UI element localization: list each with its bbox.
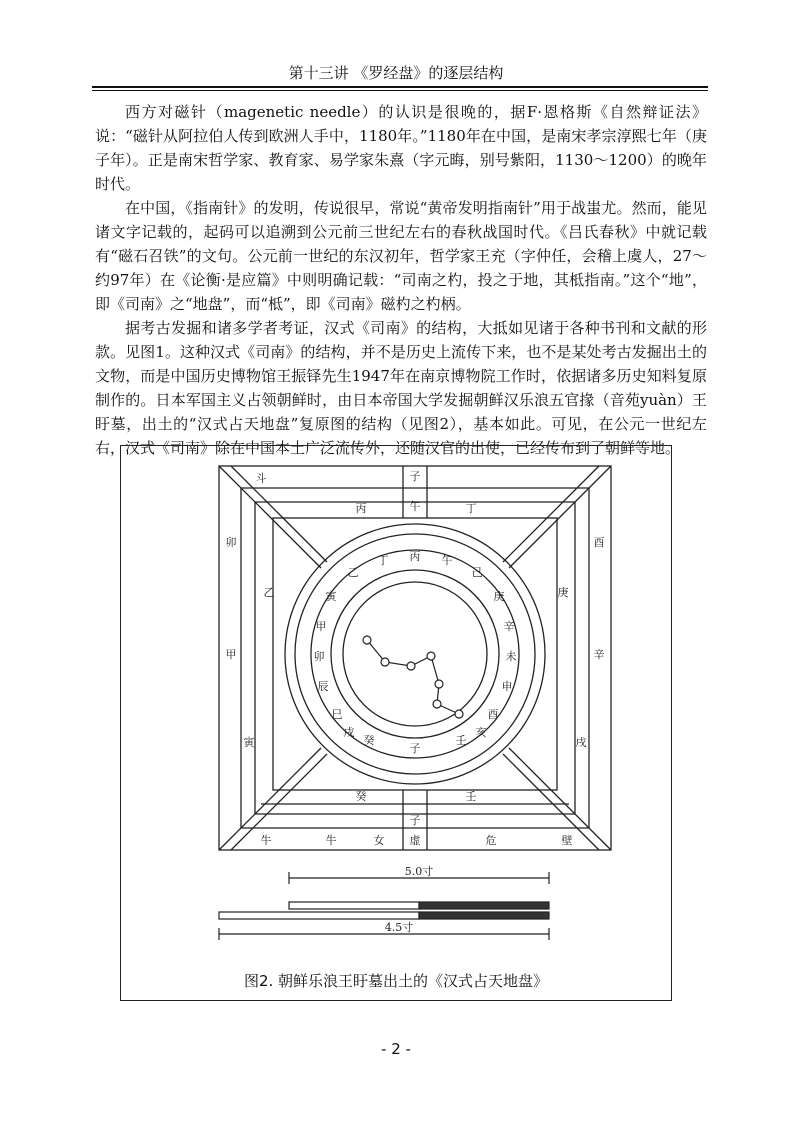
dial-label: 辛 bbox=[503, 620, 515, 633]
dial-label: 癸 bbox=[363, 734, 375, 747]
dial-label: 戌 bbox=[343, 726, 355, 739]
header-rule-thin bbox=[92, 90, 708, 91]
board-label: 子 bbox=[409, 814, 421, 827]
dial-label: 亥 bbox=[475, 726, 487, 739]
dial-label: 丙 bbox=[409, 550, 421, 563]
board-label: 庚 bbox=[557, 586, 569, 599]
board-diagram bbox=[121, 446, 673, 966]
dial-label: 巳 bbox=[331, 708, 343, 721]
figure bbox=[120, 445, 672, 1001]
board-label: 午 bbox=[409, 500, 421, 513]
dial-label: 丁 bbox=[377, 554, 389, 567]
board-label: 丙 bbox=[355, 502, 367, 515]
paragraph-2: 在中国，《指南针》的发明，传说很早，常说“黄帝发明指南针”用于战蚩尤。然而，能见诸文字记载的，起码可以追溯到公元前三世纪左右的春秋战国时代。《吕氏春秋》中就记载有“磁石召铁”的文句。公元前一世纪的东汉初年，哲学家王充（字仲任，会稽上虞人，27～约97年）在《论衡·是应篇》中则明确记载：“司南之杓，投之于地，其柢指南。”这个“地”，即《司南》之“地盘”，而“柢”，即《司南》磁杓之杓柄。 bbox=[95, 199, 707, 313]
board-label: 牛 bbox=[260, 834, 272, 847]
board-label: 斗 bbox=[255, 472, 267, 485]
dial-label: 庚 bbox=[493, 590, 505, 603]
board-label: 子 bbox=[409, 470, 421, 483]
board-label: 女 bbox=[373, 834, 385, 847]
dial-inner-ring bbox=[343, 582, 487, 726]
dial-label: 子 bbox=[409, 742, 421, 755]
board-label: 戌 bbox=[575, 736, 587, 749]
board-label: 壁 bbox=[561, 834, 573, 847]
paragraph-3: 据考古发掘和诸多学者考证，汉式《司南》的结构，大抵如见诸于各种书刊和文献的形款。见图1。这种汉式《司南》的结构，并不是历史上流传下来，也不是某处考古发掘出土的文物，而是中国历史博物馆王振铎先生1947年在南京博物院工作时，依据诸多历史知料复原制作的。日本军国主义占领朝鲜时，由日本帝国大学发掘朝鲜汉乐浪五官掾（音苑yuàn）王盱墓，出土的“汉式占天地盘”复原图的结构（见图2），基本如此。可见，在公元一世纪左右，汉式《司南》除在中国本土广泛流传外，还随汉官的出使，已经传布到了朝鲜等地。 bbox=[95, 319, 707, 457]
dial-label: 午 bbox=[441, 554, 453, 567]
dial-middle-ring bbox=[311, 550, 519, 758]
board-label: 危 bbox=[485, 834, 497, 847]
dial-label: 未 bbox=[505, 650, 517, 663]
dial-label: 甲 bbox=[315, 620, 327, 633]
board-label: 酉 bbox=[593, 536, 605, 549]
dial-label: 申 bbox=[501, 680, 513, 693]
board-label: 丁 bbox=[465, 502, 477, 515]
dial-label: 壬 bbox=[455, 734, 467, 747]
dial-label: 己 bbox=[471, 566, 483, 579]
dial-label: 辰 bbox=[317, 680, 329, 693]
board-label: 壬 bbox=[465, 790, 477, 803]
dial-label: 酉 bbox=[487, 708, 499, 721]
board-label: 辛 bbox=[593, 648, 605, 661]
board-label: 寅 bbox=[243, 736, 255, 749]
board-label: 虚 bbox=[409, 834, 421, 847]
dial-label: 卯 bbox=[313, 650, 325, 663]
big-dipper bbox=[363, 636, 463, 718]
board-label: 卯 bbox=[225, 536, 237, 549]
running-header: 第十三讲 《罗经盘》的逐层结构 bbox=[288, 64, 504, 82]
board-label: 乙 bbox=[263, 586, 275, 599]
scale-label-bottom: 4.5寸 bbox=[384, 921, 414, 934]
board-label: 牛 bbox=[325, 834, 337, 847]
paragraph-1: 西方对磁针（magenetic needle）的认识是很晚的，据F·恩格斯《自然辩证法》说：“磁针从阿拉伯人传到欧洲人手中，1180年。”1180年在中国，是南宋孝宗淳熙七年（庚子年）。正是南宋哲学家、教育家、易学家朱熹（字元晦，别号紫阳，1130～1200）的晚年时代。 bbox=[95, 103, 707, 193]
scale-label-top: 5.0寸 bbox=[404, 865, 434, 878]
body-text bbox=[95, 100, 707, 460]
board-label: 癸 bbox=[355, 790, 367, 803]
dial-label: 乙 bbox=[347, 566, 359, 579]
header-rule bbox=[92, 86, 708, 88]
page-number: - 2 - bbox=[381, 1040, 411, 1058]
board-label: 甲 bbox=[225, 648, 237, 661]
dial-label: 寅 bbox=[325, 590, 337, 603]
figure-caption: 图2. 朝鲜乐浪王盱墓出土的《汉式占天地盘》 bbox=[243, 972, 549, 990]
